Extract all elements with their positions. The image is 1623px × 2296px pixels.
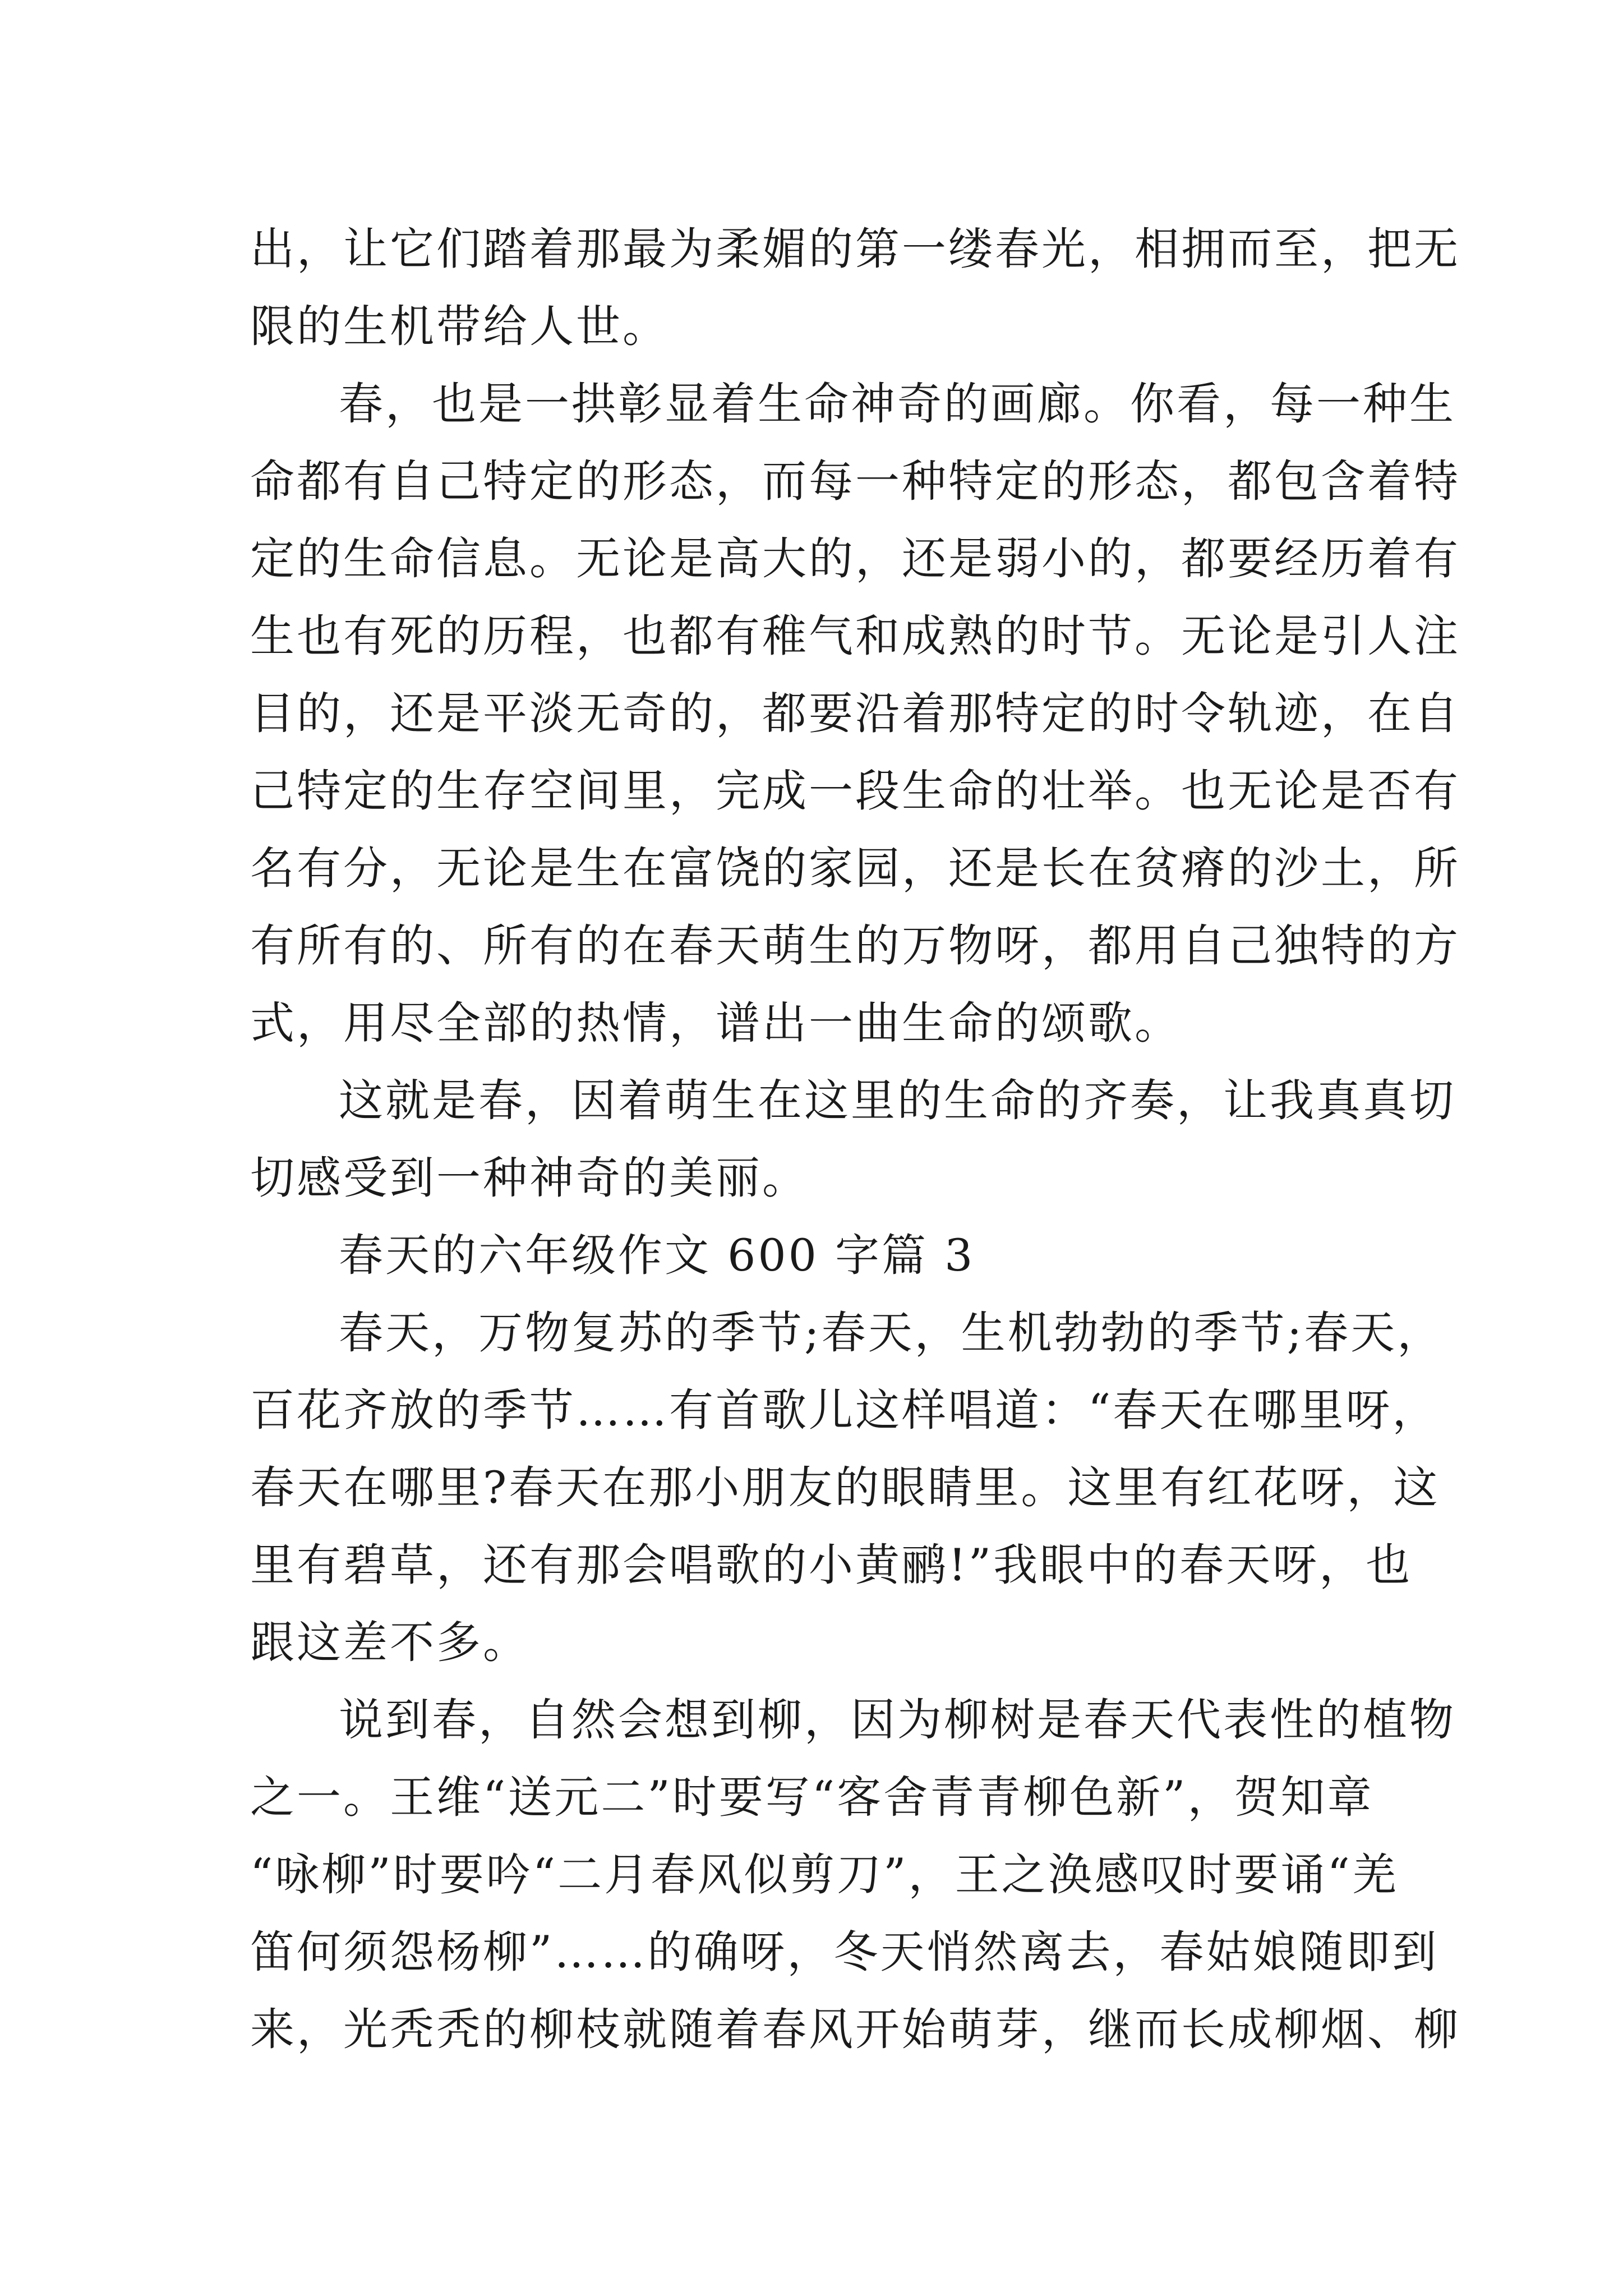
text-line: 己特定的生存空间里，完成一段生命的壮举。也无论是否有: [250, 765, 1460, 817]
text-line: 名有分，无论是生在富饶的家园，还是长在贫瘠的沙土，所: [250, 843, 1460, 894]
text-line: 式，用尽全部的热情，谱出一曲生命的颂歌。: [250, 997, 1181, 1049]
paragraph-start-line: 说到春，自然会想到柳，因为柳树是春天代表性的植物: [339, 1694, 1456, 1746]
text-line: 目的，还是平淡无奇的，都要沿着那特定的时令轨迹，在自: [250, 688, 1460, 739]
text-line: 笛何须怨杨柳”……的确呀，冬天悄然离去，春姑娘随即到: [250, 1926, 1439, 1978]
text-line: 来，光秃秃的柳枝就随着春风开始萌芽，继而长成柳烟、柳: [250, 2004, 1460, 2055]
text-line: 生也有死的历程，也都有稚气和成熟的时节。无论是引人注: [250, 610, 1460, 662]
text-line: “咏柳”时要吟“二月春风似剪刀”，王之涣感叹时要诵“羌: [250, 1849, 1399, 1901]
text-line: 定的生命信息。无论是高大的，还是弱小的，都要经历着有: [250, 533, 1460, 585]
body-text: [250, 210, 1460, 2068]
text-line: 里有碧草，还有那会唱歌的小黄鹂!”我眼中的春天呀，也: [250, 1539, 1413, 1591]
text-line: 百花齐放的季节……有首歌儿这样唱道：“春天在哪里呀，: [250, 1384, 1439, 1436]
text-line: 跟这差不多。: [250, 1617, 529, 1668]
text-line: 有所有的、所有的在春天萌生的万物呀，都用自己独特的方: [250, 920, 1460, 972]
text-line: 命都有自己特定的形态，而每一种特定的形态，都包含着特: [250, 455, 1460, 507]
text-line: 限的生机带给人世。: [250, 301, 669, 352]
text-line: 之一。王维“送元二”时要写“客舍青青柳色新”，贺知章: [250, 1772, 1374, 1823]
paragraph-start-line: 这就是春，因着萌生在这里的生命的齐奏，让我真真切: [339, 1075, 1456, 1126]
text-line: 出，让它们踏着那最为柔媚的第一缕春光，相拥而至，把无: [250, 223, 1460, 275]
text-line: 春天在哪里?春天在那小朋友的眼睛里。这里有红花呀，这: [250, 1462, 1440, 1513]
paragraph-start-line: 春天，万物复苏的季节;春天，生机勃勃的季节;春天，: [339, 1307, 1444, 1359]
text-line: 切感受到一种神奇的美丽。: [250, 1152, 809, 1204]
paragraph-start-line: 春，也是一拱彰显着生命神奇的画廊。你看，每一种生: [339, 378, 1456, 430]
section-heading: 春天的六年级作文 600 字篇 3: [339, 1230, 975, 1281]
